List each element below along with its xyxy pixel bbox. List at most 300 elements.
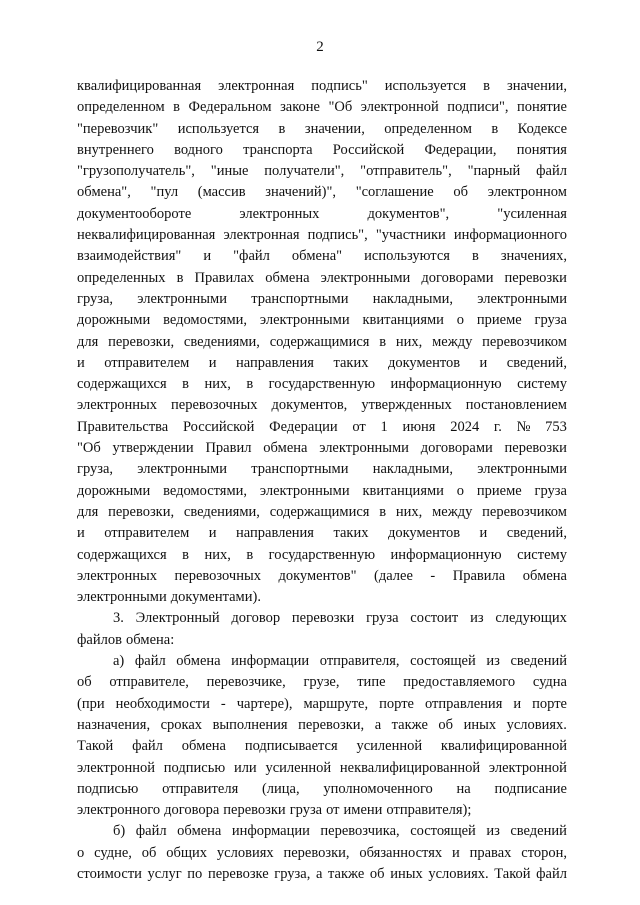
word: них, — [204, 546, 231, 563]
word: усиленной — [356, 738, 423, 755]
text-line — [77, 715, 567, 736]
word: из — [470, 610, 484, 627]
word: назначения, — [77, 716, 151, 733]
word: приеме — [476, 312, 522, 329]
text-line — [77, 374, 567, 395]
word: иных — [463, 716, 497, 733]
word: об — [369, 865, 385, 882]
word: содержащимися — [269, 503, 370, 520]
word: документов, — [271, 397, 348, 414]
word: подписание — [494, 780, 567, 797]
word: перевозчиком — [482, 503, 567, 520]
word: в — [173, 99, 181, 116]
word: 2024 — [450, 418, 480, 435]
word: информационного — [453, 227, 567, 244]
word: также — [328, 865, 365, 882]
text-line — [77, 395, 567, 416]
word: груза, — [77, 290, 114, 307]
word: них, — [395, 503, 423, 520]
word: Электронный — [135, 610, 220, 627]
word: сведений — [510, 653, 567, 670]
text-line — [77, 672, 567, 693]
word: об — [453, 184, 469, 201]
word: (далее — [374, 567, 413, 584]
word: предоставляемого — [403, 674, 516, 691]
text-line — [77, 353, 567, 374]
word: "отправитель", — [360, 163, 452, 180]
word: и — [479, 354, 488, 371]
word: Федерации, — [424, 141, 497, 158]
word: водного — [174, 141, 223, 158]
word: перевозки, — [298, 716, 365, 733]
text-line — [77, 225, 567, 246]
word: на — [456, 780, 471, 797]
word: государственную — [268, 546, 376, 563]
word: усиленной — [265, 759, 332, 776]
word: сведений, — [506, 354, 567, 371]
word: документов", — [367, 205, 450, 222]
word: квитанциями — [362, 312, 444, 329]
text-line — [77, 268, 567, 289]
word: документообороте — [77, 205, 192, 222]
word: сведениями, — [183, 333, 260, 350]
text-line — [77, 182, 567, 203]
word: перевозки, — [283, 844, 350, 861]
word: - — [430, 567, 436, 584]
word: в — [491, 120, 499, 137]
word: электронной — [77, 759, 156, 776]
word: 753 — [545, 418, 567, 435]
text-line — [77, 864, 567, 885]
word: Правил — [205, 440, 252, 457]
word: государственную — [268, 376, 376, 393]
word: постановлением — [465, 397, 567, 414]
word: а — [374, 716, 382, 733]
word: обмена — [177, 823, 222, 840]
word: обмена", — [77, 184, 131, 201]
text-line — [77, 459, 567, 480]
word: информации — [231, 823, 310, 840]
word: электронных — [77, 567, 158, 584]
word: в — [471, 248, 479, 265]
word: в — [483, 78, 491, 94]
text-line — [77, 736, 567, 757]
word: № — [516, 418, 531, 435]
word: условиях — [216, 844, 274, 861]
word: подписи", — [447, 99, 509, 116]
word: электронных — [77, 397, 158, 414]
word: них, — [204, 376, 231, 393]
word: между — [432, 333, 473, 350]
word: и — [451, 844, 460, 861]
word: значениях, — [500, 248, 567, 265]
word: используются — [364, 248, 450, 265]
word: документов — [387, 354, 461, 371]
word: "участники — [375, 227, 446, 244]
word: об — [77, 674, 92, 691]
word: "Об — [328, 99, 353, 116]
word: файлов — [77, 631, 122, 648]
word: для — [77, 503, 99, 520]
word: электронными — [259, 312, 350, 329]
word: Правила — [452, 567, 506, 584]
text-line — [77, 481, 567, 502]
word: в — [246, 546, 254, 563]
word: груза — [534, 312, 567, 329]
text-line — [77, 246, 567, 267]
text-line — [77, 332, 567, 353]
word: Такой — [77, 738, 114, 755]
word: электронными — [477, 461, 567, 478]
word: электронными — [137, 461, 227, 478]
word: неквалифицированной — [339, 759, 481, 776]
word: "усиленная — [497, 205, 567, 222]
word: законе — [280, 99, 320, 116]
word: отправителя — [162, 780, 239, 797]
word: Федерации — [269, 418, 338, 435]
text-line — [77, 821, 567, 842]
word: них, — [395, 333, 423, 350]
word: накладными, — [372, 461, 454, 478]
word: г. — [493, 418, 502, 435]
word: маршруте, — [303, 695, 369, 712]
text-line — [77, 97, 567, 118]
word: порте — [379, 695, 414, 712]
word: квалифицированная — [77, 78, 202, 94]
word: (лица, — [261, 780, 300, 797]
text-line — [77, 502, 567, 523]
word: систему — [517, 376, 567, 393]
word: договорами — [421, 269, 494, 286]
word: файл — [135, 823, 167, 840]
word: и — [479, 525, 488, 542]
text-line — [77, 204, 567, 225]
word: обмена — [522, 567, 567, 584]
word: обмена" — [291, 248, 343, 265]
word: неквалифицированная — [77, 227, 216, 244]
word: услуг — [147, 865, 182, 882]
word: общих — [166, 844, 208, 861]
word: 1 — [380, 418, 388, 435]
word: файл — [536, 163, 567, 180]
word: и — [208, 525, 217, 542]
word: грузе, — [303, 674, 340, 691]
word: перевозчиком — [482, 333, 567, 350]
word: сведениями, — [183, 503, 260, 520]
word: "перевозчик" — [77, 120, 159, 137]
word: квитанциями — [362, 482, 444, 499]
word: состоит — [410, 610, 459, 627]
word: перевозке — [207, 865, 269, 882]
word: отправителем — [104, 354, 190, 371]
word: для — [77, 333, 99, 350]
word: "файл — [233, 248, 270, 265]
page-number: 2 — [316, 39, 324, 55]
word: груза — [366, 610, 399, 627]
text-line — [77, 76, 567, 97]
word: перевозки, — [108, 333, 175, 350]
word: или — [233, 759, 257, 776]
document-body — [77, 76, 567, 885]
word: понятия — [516, 141, 567, 158]
word: ведомостями, — [163, 482, 248, 499]
word: обмена — [263, 440, 308, 457]
word: из — [486, 653, 500, 670]
word: судна — [532, 674, 567, 691]
word: из — [486, 823, 500, 840]
word: содержащимися — [269, 333, 370, 350]
word: необходимости — [115, 695, 210, 712]
word: таких — [333, 525, 369, 542]
word: о — [456, 312, 465, 329]
text-line — [77, 310, 567, 331]
word: "парный — [467, 163, 521, 180]
word: июня — [402, 418, 436, 435]
word: и — [77, 525, 85, 542]
text-line — [77, 417, 567, 438]
word: направления — [236, 525, 314, 542]
word: используется — [177, 120, 260, 137]
text-line — [77, 140, 567, 161]
text-line — [77, 119, 567, 140]
word: обязанностях — [359, 844, 443, 861]
word: и — [203, 248, 212, 265]
word: электронном — [487, 184, 567, 201]
word: направления — [236, 354, 314, 371]
word: перевозки — [223, 802, 286, 819]
word: о — [456, 482, 465, 499]
word: транспортными — [251, 461, 349, 478]
word: уполномоченного — [323, 780, 433, 797]
word: имени — [343, 802, 383, 819]
word: внутреннего — [77, 141, 154, 158]
word: накладными, — [372, 290, 454, 307]
word: перевозчика, — [320, 823, 400, 840]
word: выполнения — [212, 716, 288, 733]
text-line — [77, 566, 567, 587]
word: определенном — [77, 99, 165, 116]
word: чартере), — [236, 695, 293, 712]
word: используется — [384, 78, 467, 94]
word: перевозочных — [174, 567, 261, 584]
word: файл — [132, 738, 163, 755]
word: дорожными — [77, 482, 151, 499]
word: Российской — [332, 141, 405, 158]
text-line — [77, 523, 567, 544]
word: Правилах — [194, 269, 255, 286]
word: об — [438, 716, 454, 733]
word: состоящей — [410, 823, 476, 840]
word: об — [141, 844, 157, 861]
word: в — [176, 269, 184, 286]
word: электронной — [488, 759, 567, 776]
word: Кодексе — [517, 120, 567, 137]
word: получатели", — [264, 163, 345, 180]
word: "пул — [150, 184, 179, 201]
word: Российской — [182, 418, 255, 435]
word: о — [77, 844, 85, 861]
text-line — [77, 545, 567, 566]
word: электронными — [259, 482, 350, 499]
word: следующих — [495, 610, 567, 627]
word: обмена — [181, 738, 226, 755]
word: - — [220, 695, 226, 712]
word: электронными — [319, 440, 409, 457]
word: судне, — [94, 844, 132, 861]
word: 3. — [113, 610, 124, 627]
word: электронная — [218, 78, 295, 94]
word: приеме — [476, 482, 522, 499]
word: состоящей — [410, 653, 476, 670]
text-line — [77, 630, 567, 651]
word: перевозчике, — [206, 674, 286, 691]
word: подпись", — [307, 227, 368, 244]
text-line — [77, 608, 567, 629]
word: документами). — [170, 589, 261, 606]
word: и — [77, 354, 85, 371]
word: в — [379, 333, 387, 350]
text-line — [77, 161, 567, 182]
word: (массив — [197, 184, 246, 201]
word: значении, — [507, 78, 567, 94]
word: перевозки — [504, 269, 567, 286]
word: электронной — [360, 99, 439, 116]
word: "соглашение — [355, 184, 434, 201]
word: транспортными — [251, 290, 349, 307]
word: груза, — [274, 865, 311, 882]
word: обмена: — [125, 631, 175, 648]
word: перевозки — [504, 440, 567, 457]
word: электронными — [320, 269, 411, 286]
word: договорами — [420, 440, 493, 457]
word: значении, — [304, 120, 365, 137]
word: между — [432, 503, 473, 520]
word: также — [391, 716, 428, 733]
word: в — [182, 376, 189, 393]
word: обмена — [176, 653, 221, 670]
word: типе — [357, 674, 386, 691]
word: перевозки, — [108, 503, 175, 520]
word: в — [246, 376, 254, 393]
word: файл — [536, 865, 567, 882]
word: электронных — [239, 205, 320, 222]
text-line — [77, 289, 567, 310]
word: сведений — [510, 823, 567, 840]
word: электронными — [77, 589, 167, 606]
word: ведомостями, — [163, 312, 248, 329]
word: электронного — [77, 802, 161, 819]
word: дорожными — [77, 312, 151, 329]
word: отправителя, — [319, 653, 400, 670]
word: подпись" — [311, 78, 368, 94]
word: а — [315, 865, 323, 882]
word: иных — [390, 865, 423, 882]
word: Правительства — [77, 418, 169, 435]
word: б) — [113, 823, 126, 840]
text-line — [77, 779, 567, 800]
word: "Об — [77, 440, 101, 457]
word: стоимости — [77, 865, 142, 882]
word: перевозочных — [171, 397, 258, 414]
word: от — [326, 802, 340, 819]
word: электронными — [477, 290, 567, 307]
word: Такой — [494, 865, 531, 882]
word: груза — [534, 482, 567, 499]
word: отправителем — [104, 525, 190, 542]
word: утверждении — [112, 440, 194, 457]
word: от — [352, 418, 366, 435]
word: транспорта — [243, 141, 313, 158]
text-line — [77, 800, 567, 821]
word: в — [182, 546, 189, 563]
word: правах — [469, 844, 512, 861]
text-line — [77, 587, 567, 608]
word: информационную — [390, 546, 502, 563]
word: в — [379, 503, 387, 520]
text-line — [77, 694, 567, 715]
word: взаимодействия" — [77, 248, 182, 265]
word: подписывается — [244, 738, 338, 755]
word: определенном — [384, 120, 472, 137]
word: электронными — [137, 290, 227, 307]
word: информации — [231, 653, 310, 670]
word: документов — [387, 525, 461, 542]
word: в — [278, 120, 286, 137]
word: "грузополучатель", — [77, 163, 195, 180]
text-line — [77, 843, 567, 864]
text-line — [77, 651, 567, 672]
word: определенных — [77, 269, 166, 286]
text-line — [77, 438, 567, 459]
word: "иные — [210, 163, 249, 180]
word: подписью — [163, 759, 226, 776]
word: квалифицированной — [440, 738, 567, 755]
word: отправителе, — [109, 674, 189, 691]
word: обмена — [265, 269, 310, 286]
word: информационную — [390, 376, 502, 393]
word: электронная — [223, 227, 300, 244]
word: порте — [532, 695, 567, 712]
word: условиях. — [428, 865, 489, 882]
word: файл — [134, 653, 166, 670]
word: содержащихся — [77, 376, 167, 393]
word: отправителя); — [386, 802, 472, 819]
word: по — [187, 865, 203, 882]
word: груза — [289, 802, 323, 819]
word: систему — [517, 546, 567, 563]
word: подписью — [77, 780, 139, 797]
word: договор — [231, 610, 281, 627]
text-line — [77, 758, 567, 779]
word: содержащихся — [77, 546, 167, 563]
word: сторон, — [521, 844, 567, 861]
word: сведений, — [506, 525, 567, 542]
word: таких — [333, 354, 369, 371]
word: договора — [164, 802, 220, 819]
word: утвержденных — [361, 397, 452, 414]
word: и — [513, 695, 522, 712]
word: сроках — [160, 716, 203, 733]
word: отправления — [425, 695, 503, 712]
word: Федеральном — [188, 99, 272, 116]
word: документов" — [278, 567, 357, 584]
word: и — [208, 354, 217, 371]
word: груза, — [77, 461, 114, 478]
word: условиях. — [506, 716, 567, 733]
word: перевозки — [291, 610, 355, 627]
word: (при — [77, 695, 105, 712]
word: понятие — [516, 99, 567, 116]
